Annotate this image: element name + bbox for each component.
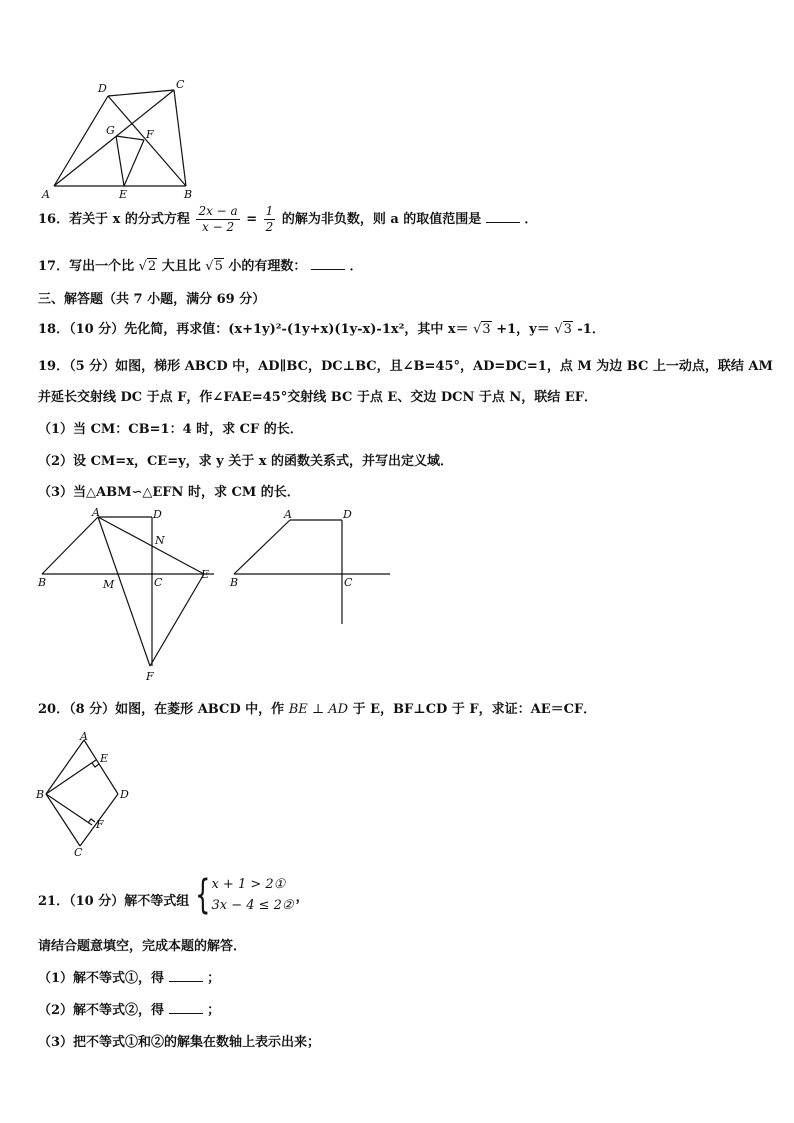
question-18: [38, 318, 605, 337]
question-21: 21．（10 分）解不等式组: [38, 894, 190, 909]
q16-frac2-num: 1: [265, 204, 274, 218]
q16-prefix: 16．若关于 x 的分式方程: [38, 212, 190, 227]
fig20-label-e: E: [100, 752, 109, 765]
q21-sub-3: （3）把不等式①和②的解集在数轴上表示出来；: [38, 1035, 321, 1050]
q18-x-tail: +1，y＝: [496, 322, 550, 337]
q17-radicand-1: 2: [147, 259, 157, 274]
q17-answer-blank: [311, 258, 345, 270]
q16-equals: =: [246, 212, 258, 227]
q21-sub1-blank: [169, 970, 203, 982]
fig19a-label-b: B: [38, 576, 47, 589]
fig19a-label-c: C: [154, 576, 163, 589]
q16-fraction-2: [264, 204, 276, 235]
q21-inequality-2: 3x − 4 ≤ 2②: [211, 898, 294, 913]
q21-comma: ，: [295, 889, 309, 905]
fig19a-label-d: D: [153, 508, 162, 521]
q16-frac1-den: x − 2: [202, 220, 235, 234]
q16-frac2-den: 2: [265, 220, 274, 234]
figure-trapezoid-q19-a: [34, 504, 224, 686]
q21-sub1-end: ；: [207, 971, 221, 986]
q17-radicand-2: 5: [214, 259, 223, 274]
q21-sub1-prefix: （1）解不等式①，得: [38, 971, 165, 986]
q21-sub2-blank: [169, 1002, 203, 1014]
figure-trapezoid-q19-b: [226, 504, 396, 630]
question-19-sub-3: （3）当△ABM∽△EFN 时，求 CM 的长．: [38, 485, 300, 500]
question-19-sub-1: （1）当 CM：CB=1：4 时，求 CF 的长．: [38, 422, 303, 437]
q17-sqrt-5: √5: [205, 259, 223, 274]
fig-label-c: C: [176, 78, 185, 91]
question-19-line-1: 19．（5 分）如图，梯形 ABCD 中，AD∥BC，DC⊥BC，且∠B=45°，AD=DC=1，点 M 为边 BC 上一动点，联结 AM: [38, 359, 773, 374]
q21-brace: {: [195, 872, 211, 918]
q16-fraction-1: [196, 204, 239, 235]
q20-suffix: 于 E，BF⊥CD 于 F，求证：AE＝CF．: [352, 702, 597, 717]
fig-label-d: D: [98, 82, 107, 95]
fig-label-b: B: [184, 188, 193, 201]
q17-sqrt-2: √2: [138, 259, 157, 274]
question-19-sub-2: （2）设 CM=x，CE=y，求 y 关于 x 的函数关系式，并写出定义域．: [38, 454, 454, 469]
q16-end: ．: [524, 212, 538, 227]
q18-y-tail: -1．: [577, 322, 605, 337]
q20-math: BE ⊥ AD: [288, 702, 349, 717]
q18-radicand-x: 3: [482, 322, 491, 337]
fig19a-label-a: A: [92, 506, 100, 519]
q18-text: 18．（10 分）先化简，再求值：(x+1y)²-(1y+x)(1y-x)-1x²，其中 x＝: [38, 322, 469, 337]
q21-sub2-prefix: （2）解不等式②，得: [38, 1003, 165, 1018]
q21-sub-2: [38, 999, 220, 1018]
fig-label-f: F: [146, 128, 154, 141]
fig-label-e: E: [119, 188, 128, 201]
q18-sqrt-x: √3: [473, 322, 491, 337]
q17-end: ．: [349, 259, 363, 274]
q17-prefix: 17．写出一个比: [38, 259, 135, 274]
question-20: [38, 698, 596, 717]
fig19b-label-b: B: [230, 576, 239, 589]
fig19b-label-c: C: [344, 576, 353, 589]
fig19a-label-e: E: [201, 568, 210, 581]
q17-mid: 大且比: [161, 259, 201, 274]
q16-frac1-num: 2x − a: [198, 204, 238, 218]
q21-instruction: 请结合题意填空，完成本题的解答．: [38, 939, 247, 954]
fig-label-g: G: [106, 124, 115, 137]
fig19a-label-m: M: [103, 578, 115, 591]
fig20-label-d: D: [120, 788, 129, 801]
fig20-label-a: A: [80, 730, 88, 743]
q16-answer-blank: [486, 211, 520, 223]
fig19b-label-a: A: [284, 508, 292, 521]
fig19b-label-d: D: [343, 508, 352, 521]
fig19a-label-f: F: [146, 670, 154, 683]
fig20-label-b: B: [36, 788, 45, 801]
fig20-label-f: F: [96, 818, 104, 831]
fig-label-a: A: [42, 188, 50, 201]
figure-rhombus-q20: [34, 730, 134, 858]
figure-quadrilateral-abcd: [36, 76, 206, 204]
question-19-line-2: 并延长交射线 DC 于点 F，作∠FAE=45°交射线 BC 于点 E、交边 DCN 于点 N，联结 EF．: [38, 390, 597, 405]
fig20-label-c: C: [74, 846, 83, 858]
q21-sub-1: [38, 967, 220, 986]
question-16: [38, 204, 537, 235]
q21-sub2-end: ；: [207, 1003, 221, 1018]
q16-suffix: 的解为非负数，则 a 的取值范围是: [281, 212, 482, 227]
q20-prefix: 20．（8 分）如图，在菱形 ABCD 中，作: [38, 702, 285, 717]
q21-inequality-system: [190, 874, 309, 916]
q17-suffix: 小的有理数：: [228, 259, 307, 274]
q18-sqrt-y: √3: [554, 322, 572, 337]
fig19a-label-n: N: [155, 534, 165, 547]
question-17: [38, 255, 362, 274]
q18-radicand-y: 3: [563, 322, 572, 337]
section-3-heading: 三、解答题（共 7 小题，满分 69 分）: [38, 292, 266, 307]
q21-inequality-1: x + 1 > 2①: [211, 877, 286, 892]
